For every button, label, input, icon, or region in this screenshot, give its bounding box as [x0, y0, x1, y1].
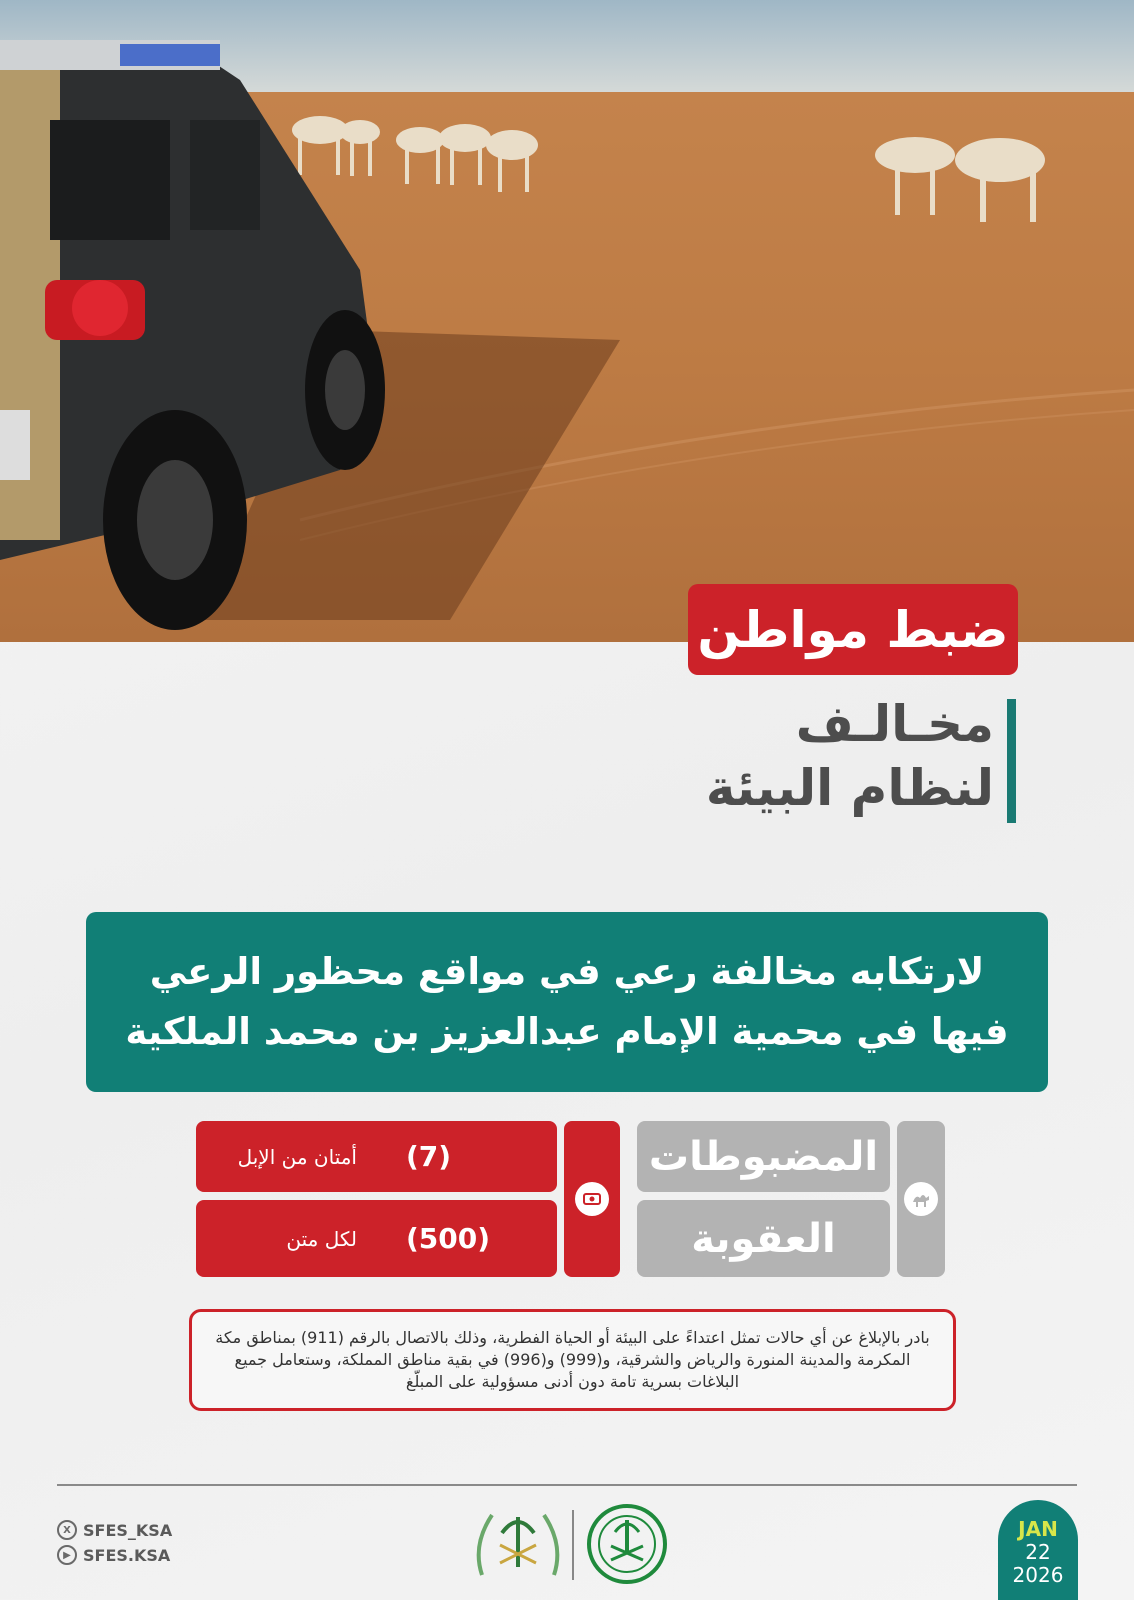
notice-text: بادر بالإبلاغ عن أي حالات تمثل اعتداءً على البيئة أو الحياة الفطرية، وذلك بالاتصال بالرقم (911) بمناطق مكة المكرمة والمدينة المنورة والرياض والشرقية، و(999) و(996) في بقية مناطق المملكة، وستعامل جميع البلاغات بسرية تامة دون أدنى مسؤولية على المبلّغ	[215, 1328, 930, 1391]
penalty-description: لكل متن	[286, 1226, 357, 1251]
report-notice	[189, 1309, 956, 1411]
youtube-icon: ▶	[57, 1545, 77, 1565]
seized-description: أمتان من الإبل	[237, 1144, 357, 1169]
seized-label: المضبوطات	[637, 1121, 890, 1192]
date-badge	[998, 1500, 1078, 1600]
seized-count: (7)	[406, 1140, 452, 1173]
ministry-emblem-logo	[472, 1505, 564, 1585]
subtitle-line2: لنظام البيئة	[705, 759, 994, 817]
x-handle: SFES_KSA	[83, 1520, 173, 1540]
date-year: 2026	[1012, 1563, 1064, 1587]
date-month: JAN	[1018, 1517, 1058, 1541]
desert-scene-image	[0, 0, 1134, 642]
violation-statement	[86, 912, 1048, 1092]
penalty-amount: (500)	[406, 1222, 491, 1255]
hero-photo	[0, 0, 1134, 642]
youtube-handle: SFES.KSA	[83, 1545, 171, 1565]
x-social-link[interactable]	[57, 1520, 172, 1540]
subtitle-line1: مخـالـف	[795, 695, 994, 753]
camel-icon	[904, 1182, 938, 1216]
date-day: 22	[1025, 1540, 1051, 1564]
headline-subtitle	[640, 695, 1016, 825]
x-icon: X	[57, 1520, 77, 1540]
youtube-social-link[interactable]	[57, 1545, 170, 1565]
sfes-logo	[585, 1502, 669, 1586]
subtitle-accent-bar	[1007, 699, 1016, 823]
headline-title: ضبط مواطن	[688, 584, 1018, 675]
statement-line2: فيها في محمية الإمام عبدالعزيز بن محمد الملكية	[125, 1010, 1009, 1053]
penalty-label: العقوبة	[637, 1200, 890, 1277]
statement-line1: لارتكابه مخالفة رعي في مواقع محظور الرعي	[149, 950, 985, 993]
footer-divider	[57, 1484, 1077, 1486]
penalty-icon-column	[564, 1121, 620, 1277]
logo-divider	[572, 1510, 574, 1580]
seized-icon-column	[897, 1121, 945, 1277]
money-icon	[575, 1182, 609, 1216]
seized-value-row	[196, 1121, 557, 1192]
penalty-value-row	[196, 1200, 557, 1277]
